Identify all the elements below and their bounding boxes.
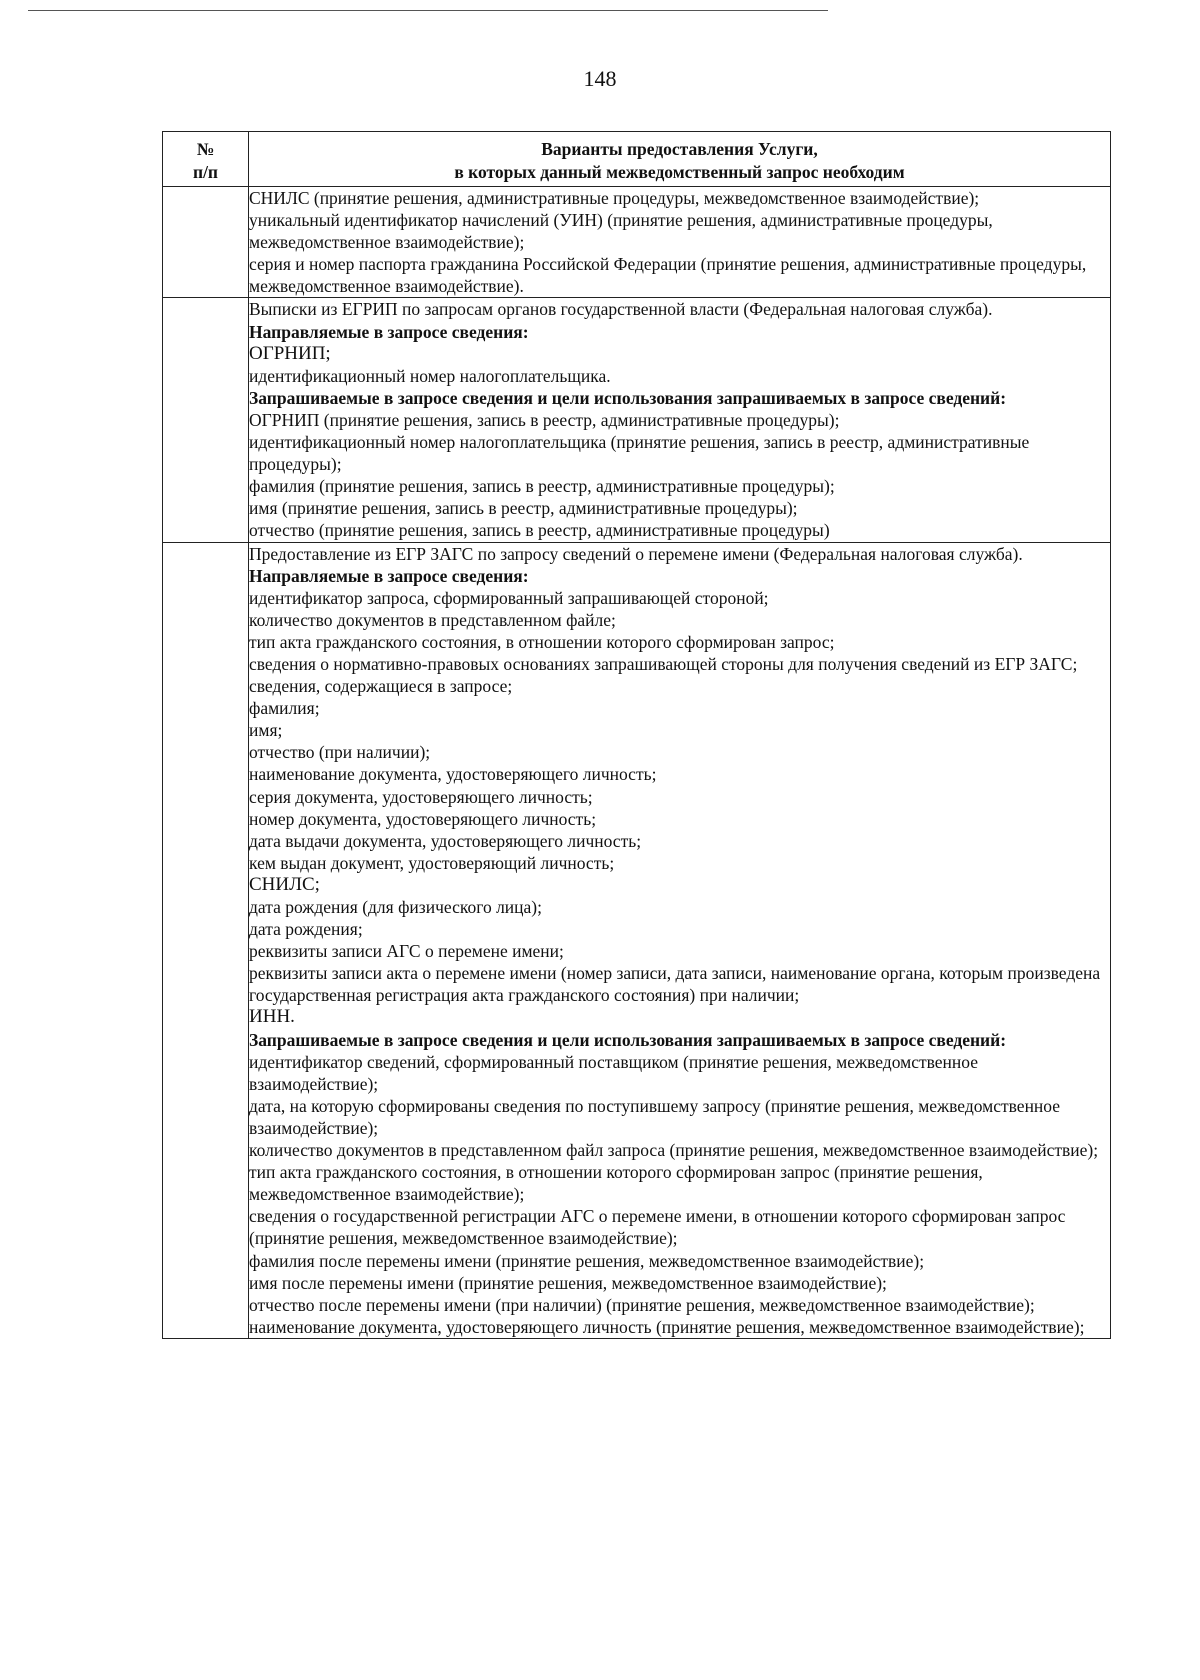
list-item: тип акта гражданского состояния, в отношении которого сформирован запрос; <box>249 631 835 652</box>
list-item: идентификационный номер налогоплательщика (принятие решения, запись в реестр, административные процедуры); <box>249 432 1030 475</box>
row-number-cell <box>163 187 249 298</box>
table-row <box>163 542 1111 1338</box>
list-item: количество документов в представленном файле; <box>249 609 616 630</box>
section-heading: Направляемые в запросе сведения: <box>249 321 529 342</box>
list-item: номер документа, удостоверяющего личность; <box>249 808 597 829</box>
list-item: Выписки из ЕГРИП по запросам органов государственной власти (Федеральная налоговая служба). <box>249 299 993 320</box>
list-item: сведения о нормативно-правовых основаниях запрашивающей стороны для получения сведений из ЕГР ЗАГС; <box>249 653 1078 674</box>
list-item: реквизиты записи акта о перемене имени (номер записи, дата записи, наименование органа, которым произведена государственная регистрация акта гражданского состояния) при наличии; <box>249 963 1101 1006</box>
table-body <box>163 187 1111 1339</box>
list-item: тип акта гражданского состояния, в отношении которого сформирован запрос (принятие решения, межведомственное взаимодействие); <box>249 1162 983 1205</box>
list-item: реквизиты записи АГС о перемене имени; <box>249 941 564 962</box>
header-number-symbol: № <box>196 139 215 159</box>
list-item: отчество (принятие решения, запись в реестр, административные процедуры) <box>249 520 830 541</box>
list-item: дата рождения; <box>249 919 363 940</box>
header-number-column <box>163 132 249 187</box>
list-item: фамилия (принятие решения, запись в реестр, административные процедуры); <box>249 476 835 497</box>
list-item: СНИЛС; <box>249 873 320 895</box>
list-item: ОГРНИП (принятие решения, запись в реестр, административные процедуры); <box>249 409 840 430</box>
list-item: серия документа, удостоверяющего личность; <box>249 786 593 807</box>
page-number: 148 <box>583 66 617 91</box>
list-item: уникальный идентификатор начислений (УИН) (принятие решения, административные процедуры, межведомственное взаимодействие); <box>249 210 993 253</box>
header-variants-line-2: в которых данный межведомственный запрос необходим <box>454 162 905 182</box>
top-rule <box>28 10 828 11</box>
list-item: фамилия после перемены имени (принятие решения, межведомственное взаимодействие); <box>249 1250 925 1271</box>
list-item: Предоставление из ЕГР ЗАГС по запросу сведений о перемене имени (Федеральная налоговая служба). <box>249 543 1023 564</box>
row-text-cell <box>249 542 1111 1338</box>
list-item: СНИЛС (принятие решения, административные процедуры, межведомственное взаимодействие); <box>249 188 980 208</box>
services-table <box>162 131 1111 1339</box>
list-item: идентификационный номер налогоплательщика. <box>249 365 611 386</box>
list-item: имя (принятие решения, запись в реестр, административные процедуры); <box>249 498 798 519</box>
list-item: сведения, содержащиеся в запросе; <box>249 676 513 697</box>
list-item: сведения о государственной регистрации АГС о перемене имени, в отношении которого сформирован запрос (принятие решения, межведомственное взаимодействие); <box>249 1206 1066 1249</box>
list-item: дата, на которую сформированы сведения по поступившему запросу (принятие решения, межведомственное взаимодействие); <box>249 1095 1061 1138</box>
list-item: дата рождения (для физического лица); <box>249 897 542 917</box>
list-item: имя; <box>249 720 283 741</box>
list-item: фамилия; <box>249 698 320 719</box>
section-heading: Запрашиваемые в запросе сведения и цели использования запрашиваемых в запросе сведений: <box>249 387 1007 408</box>
list-item: имя после перемены имени (принятие решения, межведомственное взаимодействие); <box>249 1272 887 1293</box>
row-text-cell <box>249 187 1111 298</box>
list-item: отчество после перемены имени (при наличии) (принятие решения, межведомственное взаимодействие); <box>249 1294 1035 1315</box>
header-number-abbrev: п/п <box>192 162 219 182</box>
table-header-row <box>163 132 1111 187</box>
list-item: наименование документа, удостоверяющего личность; <box>249 764 657 785</box>
list-item: количество документов в представленном файл запроса (принятие решения, межведомственное взаимодействие); <box>249 1140 1099 1161</box>
list-item: наименование документа, удостоверяющего личность (принятие решения, межведомственное взаимодействие); <box>249 1316 1085 1337</box>
list-item: кем выдан документ, удостоверяющий личность; <box>249 852 615 873</box>
list-item: идентификатор запроса, сформированный запрашивающей стороной; <box>249 587 769 608</box>
table-row <box>163 187 1111 298</box>
section-heading: Направляемые в запросе сведения: <box>249 565 529 586</box>
table-row <box>163 298 1111 542</box>
section-heading: Запрашиваемые в запросе сведения и цели использования запрашиваемых в запросе сведений: <box>249 1029 1007 1050</box>
row-number-cell <box>163 298 249 542</box>
list-item: дата выдачи документа, удостоверяющего личность; <box>249 830 642 851</box>
list-item: идентификатор сведений, сформированный поставщиком (принятие решения, межведомственное взаимодействие); <box>249 1051 978 1094</box>
header-variants-column <box>249 132 1111 187</box>
row-number-cell <box>163 542 249 1338</box>
list-item: ИНН. <box>249 1006 295 1028</box>
row-text-cell <box>249 298 1111 542</box>
list-item: ОГРНИП; <box>249 342 331 364</box>
list-item: серия и номер паспорта гражданина Российской Федерации (принятие решения, административные процедуры, межведомственное взаимодействие). <box>249 254 1087 297</box>
list-item: отчество (при наличии); <box>249 742 431 763</box>
header-variants-line-1: Варианты предоставления Услуги, <box>541 139 818 159</box>
